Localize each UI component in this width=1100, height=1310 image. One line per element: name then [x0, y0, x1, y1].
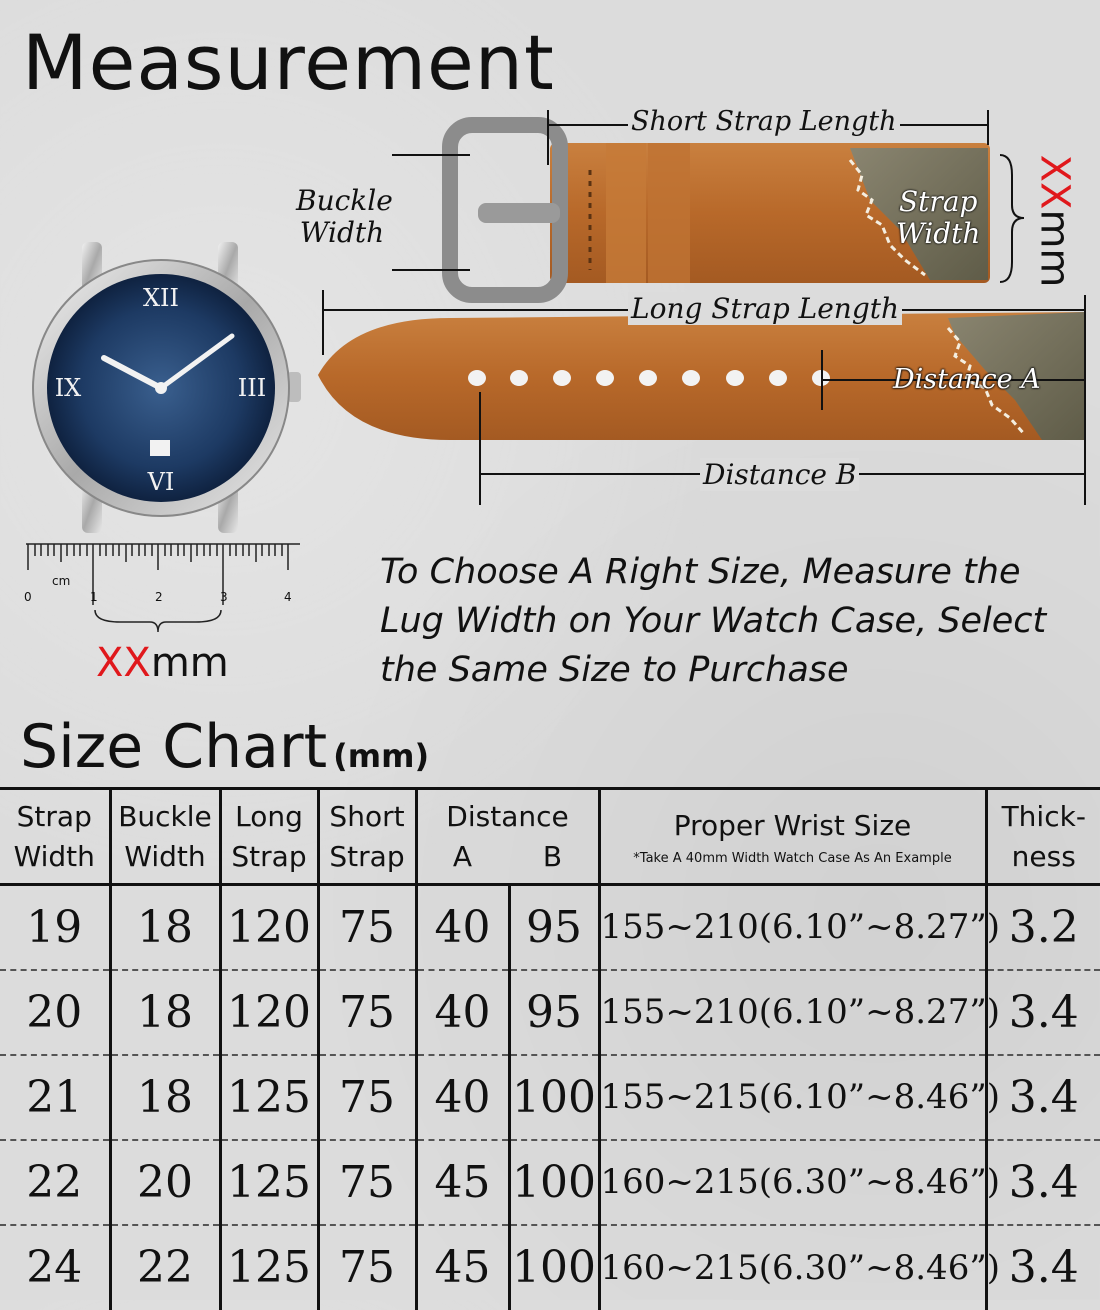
size-chart-title: [20, 712, 429, 782]
header-distance-b: B: [543, 837, 562, 877]
cell-wrist-size: 155~210(6.10”~8.27”): [599, 885, 986, 970]
cell-distance-a: 40: [416, 885, 509, 970]
header-long-strap-line1: Long: [222, 797, 317, 837]
ruler-tick-1: 1: [90, 590, 98, 604]
ruler: [26, 544, 300, 632]
cell-thickness: 3.2: [986, 885, 1100, 970]
header-buckle-width: [110, 789, 220, 885]
svg-text:IX: IX: [55, 374, 82, 402]
header-strap-width-line2: Width: [0, 837, 109, 877]
cell-long-strap: 120: [220, 970, 318, 1055]
cell-distance-b: 100: [509, 1140, 599, 1225]
table-row: [0, 1055, 1100, 1140]
cell-distance-a: 45: [416, 1140, 509, 1225]
header-strap-width-line1: Strap: [0, 797, 109, 837]
cell-short-strap: 75: [318, 885, 416, 970]
strap-holes: [468, 370, 830, 386]
cell-buckle-width: 18: [110, 970, 220, 1055]
cell-strap-width: 21: [0, 1055, 110, 1140]
watch-image: [33, 242, 301, 533]
header-thickness-line1: Thick-: [988, 797, 1100, 837]
svg-text:VI: VI: [147, 468, 175, 496]
strap-width-xx-mm: [1030, 150, 1080, 290]
strap-width-label: [896, 186, 980, 250]
cell-short-strap: 75: [318, 970, 416, 1055]
header-short-strap-line2: Strap: [320, 837, 415, 877]
cell-long-strap: 125: [220, 1140, 318, 1225]
cell-thickness: 3.4: [986, 1225, 1100, 1310]
cell-strap-width: 20: [0, 970, 110, 1055]
page-title: Measurement: [22, 18, 555, 107]
header-wrist-size: [599, 789, 986, 885]
cell-thickness: 3.4: [986, 1055, 1100, 1140]
lug-width-xx: XX: [96, 640, 151, 686]
header-short-strap: [318, 789, 416, 885]
header-distance-a: A: [453, 837, 472, 877]
distance-a-label: Distance A: [893, 364, 1041, 395]
cell-distance-b: 95: [509, 970, 599, 1055]
table-row: [0, 1140, 1100, 1225]
cell-strap-width: 24: [0, 1225, 110, 1310]
ruler-tick-3: 3: [220, 590, 228, 604]
svg-text:III: III: [238, 374, 266, 402]
buckle-width-label: [296, 185, 388, 249]
table-row: [0, 970, 1100, 1055]
header-thickness: [986, 789, 1100, 885]
header-buckle-width-line2: Width: [112, 837, 219, 877]
header-distance-title: Distance: [418, 797, 598, 837]
cell-thickness: 3.4: [986, 1140, 1100, 1225]
instructions-line3: the Same Size to Purchase: [380, 646, 1090, 695]
cell-buckle-width: 18: [110, 885, 220, 970]
cell-distance-b: 100: [509, 1225, 599, 1310]
instructions: [380, 548, 1090, 695]
cell-buckle-width: 20: [110, 1140, 220, 1225]
cell-wrist-size: 155~215(6.10”~8.46”): [599, 1055, 986, 1140]
cell-distance-a: 40: [416, 1055, 509, 1140]
lug-width-xx-mm: [96, 640, 229, 686]
instructions-line2: Lug Width on Your Watch Case, Select: [380, 597, 1090, 646]
instructions-line1: To Choose A Right Size, Measure the: [380, 548, 1090, 597]
header-wrist-size-title: Proper Wrist Size: [601, 806, 985, 846]
header-thickness-line2: ness: [988, 837, 1100, 877]
size-chart-header-row: [0, 789, 1100, 885]
strap-width-label-line2: Width: [896, 218, 980, 250]
header-distance: [416, 789, 599, 885]
header-long-strap-line2: Strap: [222, 837, 317, 877]
table-row: [0, 1225, 1100, 1310]
cell-thickness: 3.4: [986, 970, 1100, 1055]
size-chart-unit: (mm): [333, 737, 429, 775]
strap-width-mm: mm: [1031, 209, 1077, 287]
cell-wrist-size: 160~215(6.30”~8.46”): [599, 1225, 986, 1310]
cell-long-strap: 125: [220, 1225, 318, 1310]
strap-width-label-line1: Strap: [896, 186, 980, 218]
strap-width-xx: XX: [1031, 155, 1077, 210]
cell-long-strap: 120: [220, 885, 318, 970]
cell-short-strap: 75: [318, 1055, 416, 1140]
cell-short-strap: 75: [318, 1140, 416, 1225]
cell-buckle-width: 22: [110, 1225, 220, 1310]
cell-buckle-width: 18: [110, 1055, 220, 1140]
distance-b-label: Distance B: [700, 458, 859, 491]
cell-distance-b: 95: [509, 885, 599, 970]
ruler-tick-2: 2: [155, 590, 163, 604]
header-wrist-size-note: *Take A 40mm Width Watch Case As An Example: [601, 850, 985, 868]
svg-text:XII: XII: [143, 284, 179, 312]
cell-wrist-size: 155~210(6.10”~8.27”): [599, 970, 986, 1055]
buckle-width-label-line1: Buckle: [296, 185, 388, 217]
cell-long-strap: 125: [220, 1055, 318, 1140]
lug-width-mm: mm: [151, 640, 229, 686]
header-strap-width: [0, 789, 110, 885]
header-short-strap-line1: Short: [320, 797, 415, 837]
buckle-width-label-line2: Width: [296, 217, 388, 249]
ruler-unit: cm: [52, 574, 70, 588]
cell-strap-width: 19: [0, 885, 110, 970]
cell-distance-a: 45: [416, 1225, 509, 1310]
size-chart-title-text: Size Chart: [20, 712, 327, 782]
cell-wrist-size: 160~215(6.30”~8.46”): [599, 1140, 986, 1225]
ruler-tick-0: 0: [24, 590, 32, 604]
cell-distance-b: 100: [509, 1055, 599, 1140]
long-strap-length-label: Long Strap Length: [628, 292, 902, 325]
header-buckle-width-line1: Buckle: [112, 797, 219, 837]
cell-short-strap: 75: [318, 1225, 416, 1310]
size-chart-table: [0, 787, 1100, 1310]
cell-strap-width: 22: [0, 1140, 110, 1225]
ruler-tick-4: 4: [284, 590, 292, 604]
cell-distance-a: 40: [416, 970, 509, 1055]
short-strap-length-label: Short Strap Length: [628, 106, 900, 137]
table-row: [0, 885, 1100, 970]
header-long-strap: [220, 789, 318, 885]
